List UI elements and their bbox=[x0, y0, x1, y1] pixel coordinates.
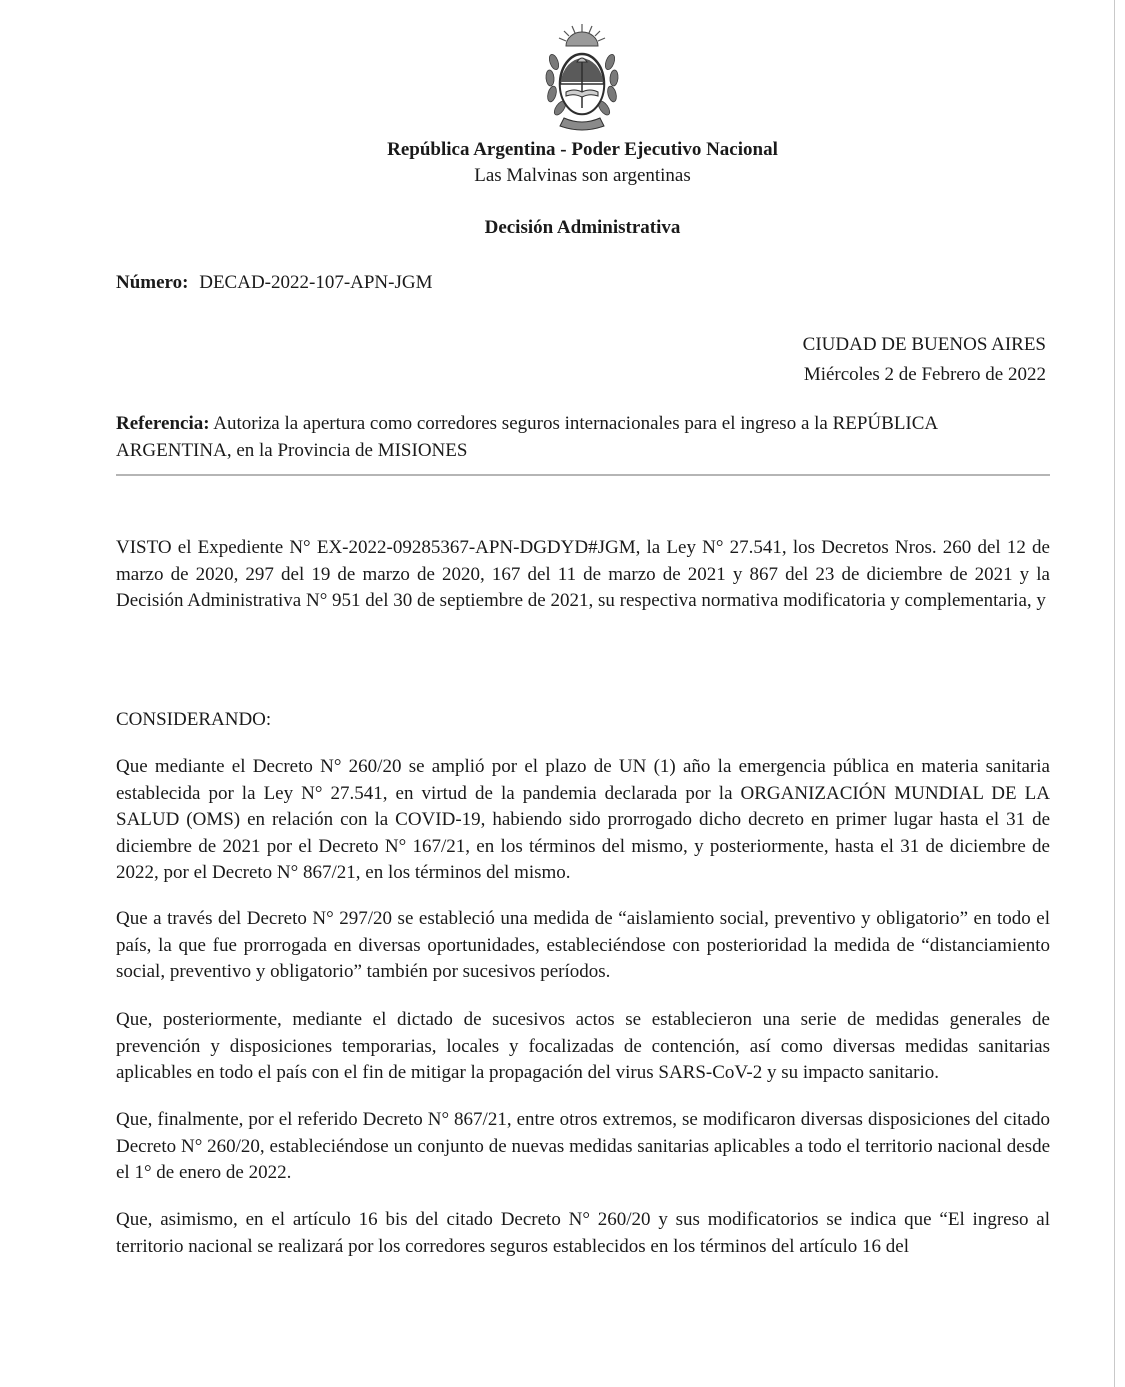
considerando-paragraph: Que, finalmente, por el referido Decreto N° 867/21, entre otros extremos, se modificaron diversas disposiciones del citado Decreto N° 260/20, estableciéndose un conjunto de nuevas medidas sanitarias aplicables a todo el territorio nacional desde el 1° de enero de 2022. bbox=[116, 1109, 1050, 1183]
issuer-title: República Argentina - Poder Ejecutivo Nacional bbox=[387, 139, 778, 160]
considerando-paragraph: Que, asimismo, en el artículo 16 bis del citado Decreto N° 260/20 y sus modificatorios se indica que “El ingreso al territorio nacional se realizará por los corredores seguros establecidos en los términos del artículo 16 del bbox=[116, 1209, 1050, 1257]
reference bbox=[116, 410, 1051, 464]
page-edge bbox=[1114, 0, 1115, 1387]
reference-divider bbox=[116, 474, 1050, 476]
city: CIUDAD DE BUENOS AIRES bbox=[802, 334, 1046, 355]
considerando-paragraph: Que a través del Decreto N° 297/20 se estableció una medida de “aislamiento social, preventivo y obligatorio” en todo el país, la que fue prorrogada en diversas oportunidades, estableciéndose con posterioridad la medida de “distanciamiento social, preventivo y obligatorio” también por sucesivos períodos. bbox=[116, 908, 1050, 982]
document-number bbox=[116, 272, 433, 294]
reference-text: Autoriza la apertura como corredores seguros internacionales para el ingreso a la REPÚBLICA ARGENTINA, en la Provincia de MISIONES bbox=[116, 413, 938, 461]
document-type: Decisión Administrativa bbox=[484, 217, 681, 238]
issuer-motto: Las Malvinas son argentinas bbox=[474, 165, 691, 186]
considerando-paragraph: Que mediante el Decreto N° 260/20 se amplió por el plazo de UN (1) año la emergencia pública en materia sanitaria establecida por la Ley N° 27.541, en virtud de la pandemia declarada por la ORGANIZACIÓN MUNDIAL DE LA SALUD (OMS) en relación con la COVID-19, habiendo sido prorrogado dicho decreto en primer lugar hasta el 31 de diciembre de 2021 por el Decreto N° 167/21, en los términos del mismo, y posteriormente, hasta el 31 de diciembre de 2022, por el Decreto N° 867/21, en los términos del mismo. bbox=[116, 756, 1050, 883]
considerando-heading: CONSIDERANDO: bbox=[116, 709, 272, 730]
visto-paragraph: VISTO el Expediente N° EX-2022-09285367-APN-DGDYD#JGM, la Ley N° 27.541, los Decretos Nros. 260 del 12 de marzo de 2020, 297 del 19 de marzo de 2020, 167 del 11 de marzo de 2021 y 867 del 23 de diciembre de 2021 y la Decisión Administrativa N° 951 del 30 de septiembre de 2021, su respectiva normativa modificatoria y complementaria, y bbox=[116, 537, 1050, 611]
considerando-paragraph: Que, posteriormente, mediante el dictado de sucesivos actos se establecieron una serie de medidas generales de prevención y disposiciones temporarias, locales y focalizadas de contención, así como diversas medidas sanitarias aplicables en todo el país con el fin de mitigar la propagación del virus SARS-CoV-2 y su impacto sanitario. bbox=[116, 1009, 1050, 1083]
date: Miércoles 2 de Febrero de 2022 bbox=[803, 364, 1046, 385]
reference-label: Referencia: bbox=[116, 413, 210, 434]
escudo-nacional-argentino-icon bbox=[542, 22, 622, 138]
document-number-value: DECAD-2022-107-APN-JGM bbox=[199, 272, 433, 293]
document-number-label: Número: bbox=[116, 272, 189, 293]
place-date-block bbox=[803, 330, 1046, 390]
